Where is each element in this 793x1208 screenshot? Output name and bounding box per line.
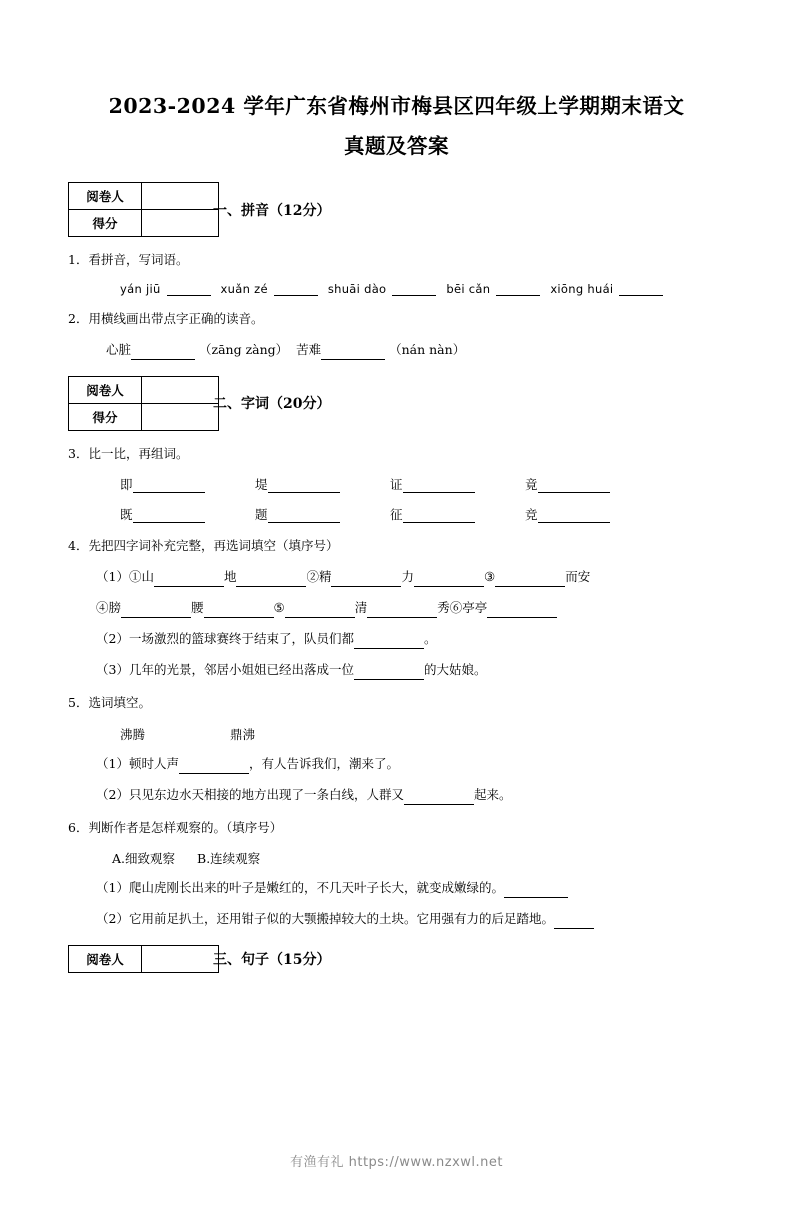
answer-blank[interactable] <box>404 791 474 805</box>
q2-choices-2: （nán nàn） <box>389 341 466 357</box>
question-5-wordbank <box>68 725 725 743</box>
answer-blank[interactable] <box>133 479 205 493</box>
question-5-item-1 <box>68 754 725 774</box>
answer-blank[interactable] <box>619 282 663 296</box>
q4-l2-e: 秀⑥亭亭 <box>437 600 488 615</box>
answer-blank[interactable] <box>403 479 475 493</box>
q3-cell <box>390 505 525 523</box>
answer-blank[interactable] <box>285 604 355 618</box>
q3-char-5: 既 <box>120 507 133 523</box>
reviewer-value[interactable] <box>142 376 219 403</box>
q3-char-6: 题 <box>255 507 268 523</box>
answer-blank[interactable] <box>268 509 340 523</box>
score-box-row-score <box>69 403 219 430</box>
question-4-line-1 <box>68 567 725 587</box>
q4-d: ③ <box>484 569 496 584</box>
q3-char-7: 征 <box>390 507 403 523</box>
answer-blank[interactable] <box>268 479 340 493</box>
pinyin-4: bēi cǎn <box>446 281 491 296</box>
q4-e: 而安 <box>565 569 591 584</box>
answer-blank[interactable] <box>504 884 568 898</box>
q2-word-1: 心脏 <box>106 341 132 357</box>
q4-c: 力 <box>401 569 414 584</box>
reviewer-value[interactable] <box>142 183 219 210</box>
answer-blank[interactable] <box>496 282 540 296</box>
answer-blank[interactable] <box>167 282 211 296</box>
question-4-stem: 4．先把四字词补充完整，再选词填空（填序号） <box>68 538 339 554</box>
question-3-stem: 3．比一比，再组词。 <box>68 445 189 461</box>
answer-blank[interactable] <box>179 760 249 774</box>
q3-cell <box>525 475 660 493</box>
q4-l2-b: 腰 <box>191 600 204 615</box>
answer-blank[interactable] <box>487 604 557 618</box>
answer-blank[interactable] <box>354 666 424 680</box>
score-box-row-reviewer <box>69 183 219 210</box>
answer-blank[interactable] <box>204 604 274 618</box>
section-title-3: 三、句子（15分） <box>213 951 331 968</box>
question-1-stem: 1．看拼音，写词语。 <box>68 252 189 267</box>
q4-prefix: （1）①山 <box>96 569 154 584</box>
q4-l4-post: 的大姑娘。 <box>423 662 487 677</box>
reviewer-label: 阅卷人 <box>69 945 142 972</box>
pinyin-5: xiōng huái <box>550 281 614 296</box>
q5-i2-post: 起来。 <box>473 786 512 802</box>
q3-cell <box>255 475 390 493</box>
question-6-stem: 6．判断作者是怎样观察的。（填序号） <box>68 819 283 835</box>
answer-blank[interactable] <box>131 346 195 360</box>
q3-cell <box>120 475 255 493</box>
q5-i2-pre: （2）只见东边水天相接的地方出现了一条白线，人群又 <box>96 786 404 802</box>
score-box-row-reviewer <box>69 945 219 972</box>
question-3-row-2 <box>68 505 725 523</box>
score-box-row-reviewer <box>69 376 219 403</box>
answer-blank[interactable] <box>354 635 424 649</box>
page-title-line1: 2023-2024 学年广东省梅州市梅县区四年级上学期期末语文 <box>108 94 685 118</box>
q3-cell <box>255 505 390 523</box>
q2-word-2: 苦难 <box>296 341 322 357</box>
q6-i1-text: （1）爬山虎刚长出来的叶子是嫩红的，不几天叶子长大，就变成嫩绿的。 <box>96 879 504 895</box>
q3-char-3: 证 <box>390 477 403 493</box>
q5-word-1: 沸腾 <box>120 726 146 742</box>
score-value[interactable] <box>142 210 219 237</box>
q4-l4-pre: （3）几年的光景，邻居小姐姐已经出落成一位 <box>96 662 354 677</box>
page-title <box>68 86 725 166</box>
answer-blank[interactable] <box>331 573 401 587</box>
q5-word-2: 鼎沸 <box>230 726 256 742</box>
q5-i1-pre: （1）顿时人声 <box>96 755 179 771</box>
question-4-line-2 <box>68 598 725 618</box>
score-label: 得分 <box>69 403 142 430</box>
q3-cell <box>390 475 525 493</box>
section-title-2: 二、字词（20分） <box>213 396 331 412</box>
q3-char-4: 竟 <box>525 477 538 493</box>
answer-blank[interactable] <box>414 573 484 587</box>
q4-l3-post: 。 <box>423 631 437 646</box>
q6-option-b[interactable]: B.连续观察 <box>197 850 261 866</box>
reviewer-label: 阅卷人 <box>69 183 142 210</box>
score-box-1 <box>68 182 219 237</box>
answer-blank[interactable] <box>236 573 306 587</box>
q6-option-a[interactable]: A.细致观察 <box>112 850 176 866</box>
answer-blank[interactable] <box>538 509 610 523</box>
reviewer-label: 阅卷人 <box>69 376 142 403</box>
pinyin-1: yán jiū <box>120 281 161 296</box>
q4-l3-pre: （2）一场激烈的篮球赛终于结束了，队员们都 <box>96 631 354 646</box>
answer-blank[interactable] <box>554 915 594 929</box>
pinyin-2: xuǎn zé <box>220 281 268 296</box>
score-box-3 <box>68 945 219 973</box>
q5-i1-post: ，有人告诉我们，潮来了。 <box>248 755 399 771</box>
answer-blank[interactable] <box>133 509 205 523</box>
answer-blank[interactable] <box>403 509 475 523</box>
q4-l2-a: ④膀 <box>96 600 122 615</box>
q4-l2-c: ⑤ <box>273 600 285 615</box>
score-box-2 <box>68 376 219 431</box>
question-6-item-1 <box>68 878 725 898</box>
answer-blank[interactable] <box>367 604 437 618</box>
reviewer-value[interactable] <box>142 945 219 972</box>
answer-blank[interactable] <box>154 573 224 587</box>
q4-l2-d: 清 <box>354 600 368 615</box>
q4-a: 地 <box>223 569 237 584</box>
q3-char-1: 即 <box>120 477 133 493</box>
answer-blank[interactable] <box>321 346 385 360</box>
section-header-1 <box>68 182 725 237</box>
q3-cell <box>120 505 255 523</box>
question-2-items <box>68 340 725 360</box>
pinyin-3: shuāi dào <box>327 281 387 296</box>
answer-blank[interactable] <box>538 479 610 493</box>
question-3-row-1 <box>68 475 725 493</box>
footer-watermark: 有渔有礼 https://www.nzxwl.net <box>289 1155 504 1170</box>
question-2-stem: 2．用横线画出带点字正确的读音。 <box>68 310 264 326</box>
question-6-item-2 <box>68 909 725 929</box>
document-page <box>0 86 793 1208</box>
q2-choices-1: （zāng zàng） <box>199 341 289 357</box>
q6-i2-text: （2）它用前足扒土，还用钳子似的大颚搬掉较大的土块。它用强有力的后足踏地。 <box>96 910 554 926</box>
answer-blank[interactable] <box>274 282 318 296</box>
section-header-2 <box>68 376 725 431</box>
answer-blank[interactable] <box>495 573 565 587</box>
answer-blank[interactable] <box>392 282 436 296</box>
question-1-pinyin-row <box>68 282 725 296</box>
q3-cell <box>525 505 660 523</box>
score-label: 得分 <box>69 210 142 237</box>
q3-char-2: 堤 <box>255 477 268 493</box>
section-header-3 <box>68 945 725 973</box>
q3-char-8: 竞 <box>525 507 538 523</box>
question-5-stem: 5．选词填空。 <box>68 695 151 710</box>
question-4-line-4 <box>68 660 725 680</box>
score-box-row-score <box>69 210 219 237</box>
page-title-line2: 真题及答案 <box>344 134 449 158</box>
question-6-options <box>68 849 725 867</box>
section-title-1: 一、拼音（12分） <box>213 202 331 219</box>
q4-b: ②精 <box>306 569 332 584</box>
question-5-item-2 <box>68 785 725 805</box>
answer-blank[interactable] <box>121 604 191 618</box>
question-4-line-3 <box>68 629 725 649</box>
score-value[interactable] <box>142 403 219 430</box>
